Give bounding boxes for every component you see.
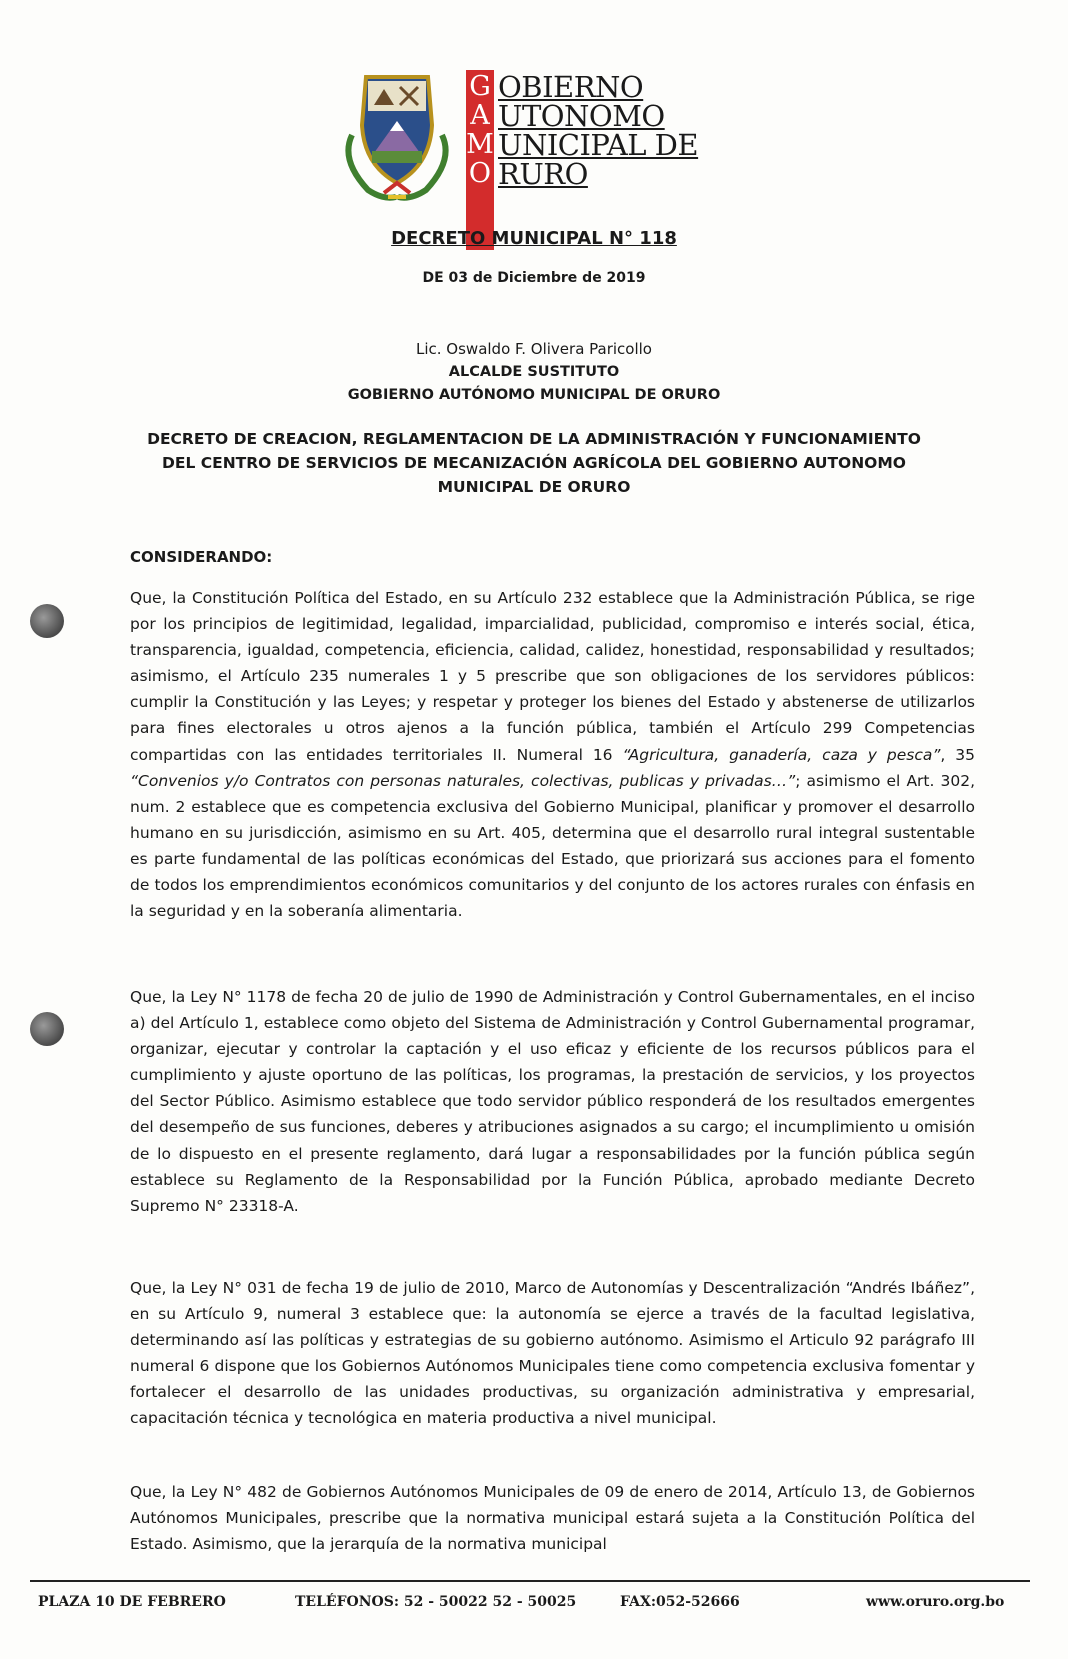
- logo-initial: O: [468, 158, 492, 189]
- letterhead: [338, 60, 738, 210]
- logo-line-2: [466, 101, 665, 131]
- logo-word: UTONOMO: [498, 99, 665, 133]
- considerando-paragraph-3: Que, la Ley N° 031 de fecha 19 de julio de 2010, Marco de Autonomías y Descentralización “Andrés Ibáñez”, en su Artículo 9, numeral 3 establece que: la autonomía se ejerce a través de la facultad legislativa, determinando así las políticas y estrategias de su gobierno autónomo. Asimismo el Articulo 92 parágrafo III numeral 6 dispone que los Gobiernos Autónomos Municipales tiene como competencia exclusiva fomentar y fortalecer el desarrollo de las unidades productivas, su organización administrativa y empresarial, capacitación técnica y tecnológica en materia productiva a nivel municipal.: [130, 1279, 975, 1428]
- logo-line-1: [466, 72, 643, 102]
- paragraph-quote: “Convenios y/o Contratos con personas naturales, colectivas, publicas y privadas…”: [130, 771, 796, 790]
- logo-initial: A: [470, 100, 490, 131]
- footer-phones: TELÉFONOS: 52 - 50022 52 - 50025: [295, 1594, 577, 1610]
- subject-line: DECRETO DE CREACION, REGLAMENTACION DE LA ADMINISTRACIÓN Y FUNCIONAMIENTO: [147, 430, 921, 448]
- paragraph-text: Que, la Constitución Política del Estado, en su Artículo 232 establece que la Administración Pública, se rige por los principios de legitimidad, legalidad, imparcialidad, publicidad, compromiso e interés social, ética, transparencia, igualdad, competencia, eficiencia, calidad, calidez, honestidad, responsabilidad y resultados; asimismo, el Artículo 235 numerales 1 y 5 prescribe que son obligaciones de los servidores públicos: cumplir la Constitución y las Leyes; y respetar y proteger los bienes del Estado y abstenerse de utilizarlos para fines electorales u otros ajenos a la función pública, también el Artículo 299 Competencias compartidas con las entidades territoriales II. Numeral 16: [130, 589, 975, 764]
- footer-website: www.oruro.org.bo: [866, 1594, 1005, 1610]
- footer-divider: [30, 1580, 1030, 1582]
- municipal-coat-of-arms-icon: [338, 65, 456, 205]
- binder-punch-hole-top: [30, 604, 64, 638]
- considerando-paragraph-1: [130, 585, 975, 924]
- logo-word: UNICIPAL DE: [498, 128, 699, 162]
- decree-title: DECRETO MUNICIPAL N° 118: [391, 228, 677, 249]
- considerando-paragraph-2: Que, la Ley N° 1178 de fecha 20 de julio de 1990 de Administración y Control Gubernamentales, en el inciso a) del Artículo 1, establece como objeto del Sistema de Administración y Control Gubernamental programar, organizar, ejecutar y controlar la captación y el uso eficaz y eficiente de los recursos públicos para el cumplimiento y ajuste oportuno de las políticas, los programas, la prestación de servicios, y los proyectos del Sector Público. Asimismo establece que todo servidor público responderá de los resultados emergentes del desempeño de sus funciones, deberes y atribuciones asignados a su cargo; el incumplimiento u omisión de lo dispuesto en el presente reglamento, dará lugar a responsabilidades por la función pública según establece su Reglamento de la Responsabilidad por la Función Pública, aprobado mediante Decreto Supremo N° 23318-A.: [130, 988, 975, 1215]
- subject-line: MUNICIPAL DE ORURO: [437, 478, 631, 496]
- logo-line-4: [466, 159, 588, 189]
- decree-subject: [0, 427, 1068, 499]
- logo-line-3: [466, 130, 698, 160]
- logo-initial: G: [469, 71, 491, 102]
- subject-line: DEL CENTRO DE SERVICIOS DE MECANIZACIÓN AGRÍCOLA DEL GOBIERNO AUTONOMO: [162, 454, 906, 472]
- paragraph-quote: “Agricultura, ganadería, caza y pesca”: [622, 745, 941, 764]
- paragraph-text: ; asimismo el Art. 302, num. 2 establece que es competencia exclusiva del Gobierno Municipal, planificar y promover el desarrollo humano en su jurisdicción, asimismo en su Art. 405, determina que el desarrollo rural integral sustentable es parte fundamental de las políticas económicas del Estado, que priorizará sus acciones para el fomento de todos los emprendimientos económicos comunitarios y del conjunto de los actores rurales con énfasis en la seguridad y en la soberanía alimentaria.: [130, 771, 976, 921]
- official-role: ALCALDE SUSTITUTO: [448, 364, 620, 380]
- logo-word: RURO: [498, 157, 588, 191]
- official-name: Lic. Oswaldo F. Olivera Paricollo: [416, 340, 652, 358]
- issuing-authority: [0, 338, 1068, 407]
- binder-punch-hole-bottom: [30, 1012, 64, 1046]
- footer-address: PLAZA 10 DE FEBRERO: [38, 1594, 226, 1610]
- footer-fax: FAX:052-52666: [620, 1594, 740, 1610]
- paragraph-text: , 35: [940, 745, 976, 764]
- decree-date: DE 03 de Diciembre de 2019: [422, 270, 646, 286]
- institution-name: GOBIERNO AUTÓNOMO MUNICIPAL DE ORURO: [347, 387, 721, 403]
- considerando-paragraph-4: Que, la Ley N° 482 de Gobiernos Autónomos Municipales de 09 de enero de 2014, Artículo 13, de Gobiernos Autónomos Municipales, prescribe que la normativa municipal estará sujeta a la Constitución Política del Estado. Asimismo, que la jerarquía de la normativa municipal: [130, 1483, 975, 1554]
- logo-initial: M: [466, 129, 494, 160]
- logo-word: OBIERNO: [498, 70, 644, 104]
- considerando-heading: CONSIDERANDO:: [130, 548, 273, 566]
